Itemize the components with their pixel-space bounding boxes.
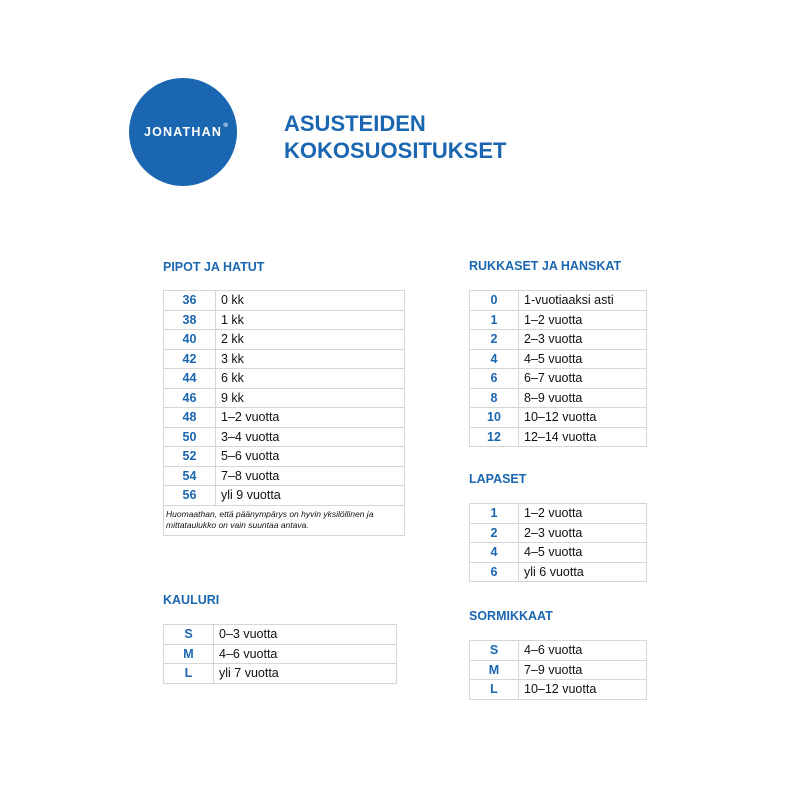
table-row bbox=[164, 427, 405, 447]
table-row bbox=[164, 291, 405, 311]
size-cell: S bbox=[470, 641, 519, 661]
page-title-line2: KOKOSUOSITUKSET bbox=[284, 138, 507, 163]
age-cell: 1 kk bbox=[216, 310, 405, 330]
size-cell: 1 bbox=[470, 310, 519, 330]
logo-text: JONATHAN ® bbox=[143, 123, 230, 139]
section-title-pipot: PIPOT JA HATUT bbox=[163, 260, 265, 274]
size-table-kauluri bbox=[163, 624, 397, 684]
size-cell: 6 bbox=[470, 562, 519, 582]
size-cell: M bbox=[164, 644, 214, 664]
age-cell: 4–5 vuotta bbox=[519, 349, 647, 369]
size-cell: 2 bbox=[470, 523, 519, 543]
size-cell: 54 bbox=[164, 466, 216, 486]
age-cell: 8–9 vuotta bbox=[519, 388, 647, 408]
table-row bbox=[164, 330, 405, 350]
size-table-pipot bbox=[163, 290, 405, 536]
age-cell: 2–3 vuotta bbox=[519, 330, 647, 350]
size-note: Huomaathan, että päänympärys on hyvin yksilöllinen ja mittataulukko on vain suuntaa antava. bbox=[164, 505, 405, 535]
size-cell: 12 bbox=[470, 427, 519, 447]
size-cell: S bbox=[164, 625, 214, 645]
table-row bbox=[164, 408, 405, 428]
table-row bbox=[470, 310, 647, 330]
age-cell: 1–2 vuotta bbox=[519, 310, 647, 330]
age-cell: 3–4 vuotta bbox=[216, 427, 405, 447]
age-cell: 0–3 vuotta bbox=[214, 625, 397, 645]
size-cell: 40 bbox=[164, 330, 216, 350]
size-cell: 52 bbox=[164, 447, 216, 467]
age-cell: 10–12 vuotta bbox=[519, 680, 647, 700]
age-cell: yli 7 vuotta bbox=[214, 664, 397, 684]
age-cell: 0 kk bbox=[216, 291, 405, 311]
table-row bbox=[164, 349, 405, 369]
size-table-sormikkaat bbox=[469, 640, 647, 700]
table-row bbox=[470, 369, 647, 389]
table-row bbox=[470, 543, 647, 563]
table-row bbox=[470, 349, 647, 369]
table-row bbox=[470, 291, 647, 311]
size-cell: 1 bbox=[470, 504, 519, 524]
age-cell: yli 9 vuotta bbox=[216, 486, 405, 506]
registered-mark: ® bbox=[223, 123, 230, 129]
table-row bbox=[164, 486, 405, 506]
size-cell: M bbox=[470, 660, 519, 680]
age-cell: 3 kk bbox=[216, 349, 405, 369]
brand-logo bbox=[129, 78, 237, 186]
age-cell: 9 kk bbox=[216, 388, 405, 408]
table-row bbox=[164, 625, 397, 645]
age-cell: 12–14 vuotta bbox=[519, 427, 647, 447]
size-cell: L bbox=[470, 680, 519, 700]
age-cell: yli 6 vuotta bbox=[519, 562, 647, 582]
table-row bbox=[164, 447, 405, 467]
size-cell: 50 bbox=[164, 427, 216, 447]
age-cell: 4–6 vuotta bbox=[214, 644, 397, 664]
size-cell: 2 bbox=[470, 330, 519, 350]
size-cell: 44 bbox=[164, 369, 216, 389]
age-cell: 2–3 vuotta bbox=[519, 523, 647, 543]
table-row bbox=[164, 369, 405, 389]
table-row bbox=[470, 388, 647, 408]
size-cell: 56 bbox=[164, 486, 216, 506]
table-row bbox=[470, 562, 647, 582]
age-cell: 1–2 vuotta bbox=[216, 408, 405, 428]
table-row bbox=[470, 408, 647, 428]
age-cell: 10–12 vuotta bbox=[519, 408, 647, 428]
age-cell: 1–2 vuotta bbox=[519, 504, 647, 524]
table-row bbox=[470, 641, 647, 661]
section-title-kauluri: KAULURI bbox=[163, 593, 220, 607]
age-cell: 4–5 vuotta bbox=[519, 543, 647, 563]
size-cell: 8 bbox=[470, 388, 519, 408]
table-row bbox=[164, 644, 397, 664]
section-title-sormikkaat: SORMIKKAAT bbox=[469, 609, 553, 623]
age-cell: 1-vuotiaaksi asti bbox=[519, 291, 647, 311]
size-cell: 6 bbox=[470, 369, 519, 389]
page-title bbox=[284, 110, 506, 164]
table-row bbox=[470, 680, 647, 700]
age-cell: 6–7 vuotta bbox=[519, 369, 647, 389]
age-cell: 2 kk bbox=[216, 330, 405, 350]
table-row bbox=[164, 664, 397, 684]
table-row bbox=[164, 388, 405, 408]
section-title-rukkaset: RUKKASET JA HANSKAT bbox=[469, 259, 622, 273]
size-cell: 36 bbox=[164, 291, 216, 311]
section-title-lapaset: LAPASET bbox=[469, 472, 527, 486]
size-cell: 4 bbox=[470, 543, 519, 563]
table-row bbox=[470, 523, 647, 543]
table-row bbox=[470, 427, 647, 447]
table-row bbox=[470, 504, 647, 524]
size-table-lapaset bbox=[469, 503, 647, 582]
age-cell: 7–8 vuotta bbox=[216, 466, 405, 486]
age-cell: 7–9 vuotta bbox=[519, 660, 647, 680]
age-cell: 6 kk bbox=[216, 369, 405, 389]
table-row bbox=[470, 330, 647, 350]
note-row bbox=[164, 505, 405, 535]
table-row bbox=[164, 466, 405, 486]
size-cell: 4 bbox=[470, 349, 519, 369]
size-cell: 38 bbox=[164, 310, 216, 330]
size-cell: 46 bbox=[164, 388, 216, 408]
age-cell: 4–6 vuotta bbox=[519, 641, 647, 661]
size-cell: 48 bbox=[164, 408, 216, 428]
size-cell: L bbox=[164, 664, 214, 684]
page-title-line1: ASUSTEIDEN bbox=[284, 111, 426, 136]
table-row bbox=[470, 660, 647, 680]
size-table-rukkaset bbox=[469, 290, 647, 447]
size-cell: 0 bbox=[470, 291, 519, 311]
table-row bbox=[164, 310, 405, 330]
size-cell: 42 bbox=[164, 349, 216, 369]
size-cell: 10 bbox=[470, 408, 519, 428]
age-cell: 5–6 vuotta bbox=[216, 447, 405, 467]
